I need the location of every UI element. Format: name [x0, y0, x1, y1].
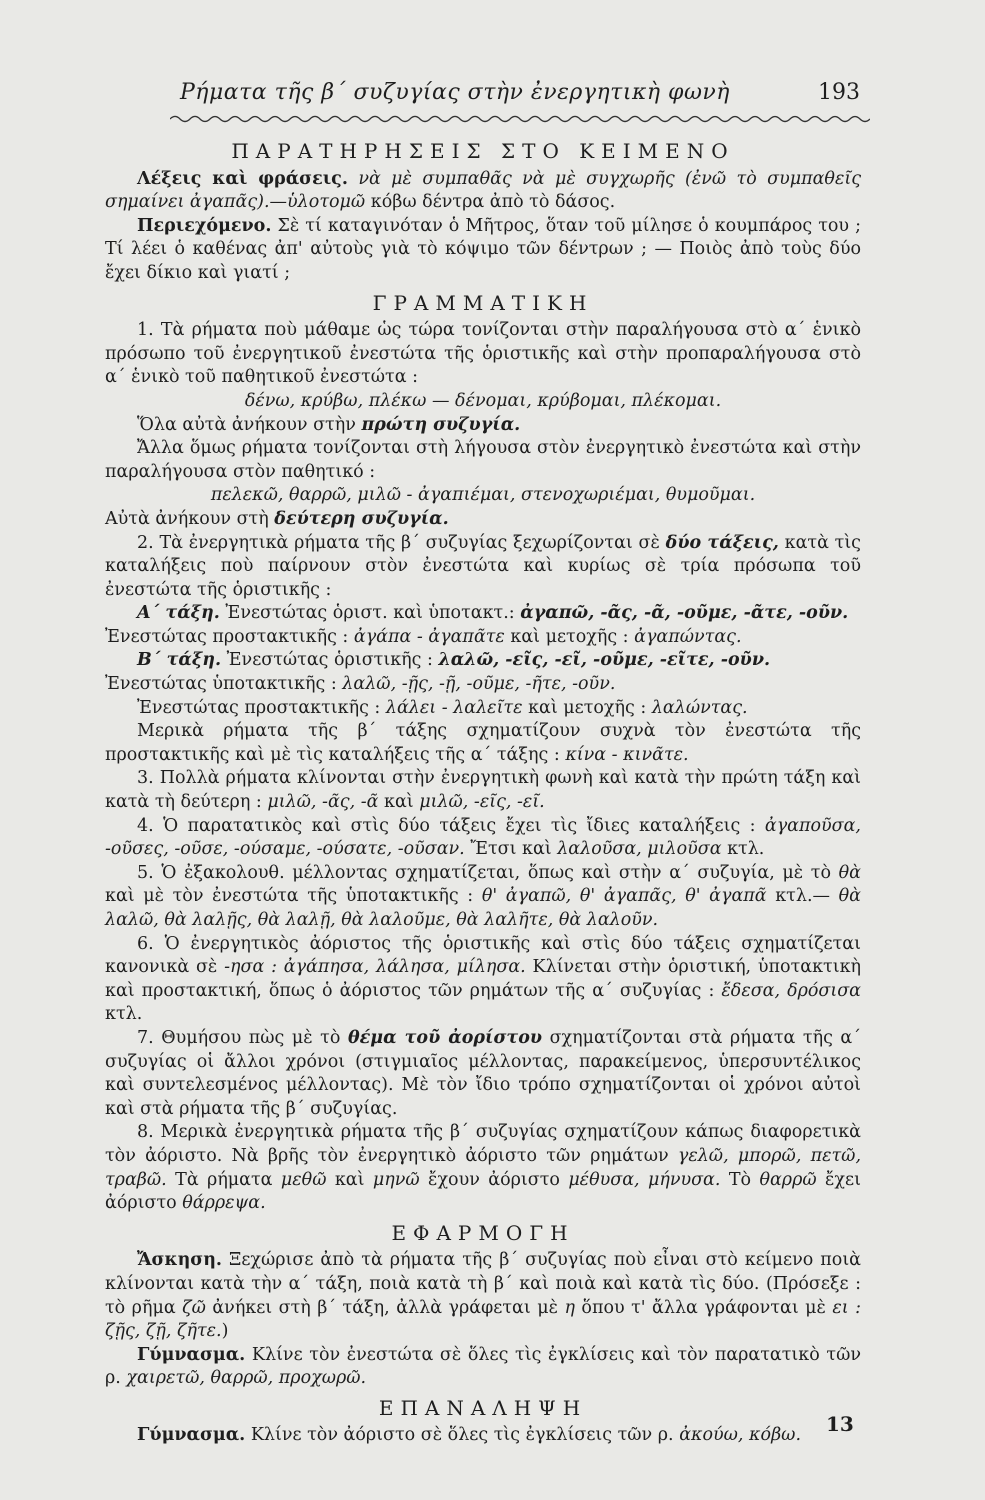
class-a-imperative: Ἐνεστώτας προστακτικῆς : ἀγάπα - ἀγαπᾶτε καὶ μετοχῆς : ἀγαπώντας. [105, 626, 742, 647]
grammar-rule-1: 1. Τὰ ρήματα ποὺ μάθαμε ὡς τώρα τονίζονται στὴν παραλήγουσα στὸ α΄ ἑνικὸ πρόσωπο τοῦ ἐνεργητικοῦ ἐνεστώτα τῆς ὁριστικῆς καὶ στὴν προπαραλήγουσα στὸ α΄ ἑνικὸ τοῦ παθητικοῦ ἐνεστώτα : [105, 320, 861, 388]
example-verbs-2: πελεκῶ, θαρρῶ, μιλῶ - ἀγαπιέμαι, στενοχωριέμαι, θυμοῦμαι. [210, 485, 756, 506]
paragraph-content: Περιεχόμενο. Σὲ τί καταγινόταν ὁ Μῆτρος, ὅταν τοῦ μίλησε ὁ κουμπάρος του ; Τί λέει ὁ καθένας ἀπ' αὐτοὺς γιὰ τὸ κόψιμο τῶν δέντρων ; — Ποιὸς ἀπὸ τοὺς δύο ἔχει δίκιο καὶ γιατί ; [105, 215, 861, 283]
running-header-title: Ρήματα τῆς β΄ συζυγίας στὴν ἐνεργητικὴ φωνὴ [180, 80, 730, 105]
heading-application: ΕΦΑΡΜΟΓΗ [391, 1220, 575, 1245]
heading-observations: ΠΑΡΑΤΗΡΗΣΕΙΣ ΣΤΟ ΚΕΙΜΕΝΟ [231, 139, 735, 163]
grammar-rule-5: 5. Ὁ ἐξακολουθ. μέλλοντας σχηματίζεται, ὅπως καὶ στὴν α΄ συζυγία, μὲ τὸ θὰ καὶ μὲ τὸν ἐνεστώτα τῆς ὑποτακτικῆς : θ' ἀγαπῶ, θ' ἀγαπᾶς, θ' ἀγαπᾶ κτλ.— θὰ λαλῶ, θὰ λαλῇς, θὰ λαλῇ, θὰ λαλοῦμε, θὰ λαλῆτε, θὰ λαλοῦν. [105, 862, 861, 930]
paragraph-words-phrases: Λέξεις καὶ φράσεις. νὰ μὲ συμπαθᾶς νὰ μὲ συγχωρῆς (ἐνῶ τὸ συμπαθεῖς σημαίνει ἀγαπᾶς).—ὑλοτομῶ κόβω δέντρα ἀπὸ τὸ δάσος. [105, 168, 862, 213]
label-exercise: Ἄσκηση. [137, 1250, 223, 1271]
label-drill-2: Γύμνασμα. [137, 1425, 246, 1446]
grammar-rule-3: 3. Πολλὰ ρήματα κλίνονται στὴν ἐνεργητικὴ φωνὴ καὶ κατὰ τὴν πρώτη τάξη καὶ κατὰ τὴ δεύτερη : μιλῶ, -ᾶς, -ᾶ καὶ μιλῶ, -εῖς, -εῖ. [105, 768, 861, 813]
wavy-rule-line [170, 117, 870, 122]
drill-paragraph-2: Γύμνασμα. Κλίνε τὸν ἀόριστο σὲ ὅλες τὶς ἐγκλίσεις τῶν ρ. ἀκούω, κόβω. [137, 1425, 802, 1446]
label-words-phrases: Λέξεις καὶ φράσεις. [137, 168, 348, 189]
grammar-rule-8: 8. Μερικὰ ἐνεργητικὰ ρήματα τῆς β΄ συζυγίας σχηματίζουν κάπως διαφορετικὰ τὸν ἀόριστο. Νὰ βρῆς τὸν ἐνεργητικὸ ἀόριστο τῶν ρημάτων γελῶ, μπορῶ, πετῶ, τραβῶ. Τὰ ρήματα μεθῶ καὶ μηνῶ ἔχουν ἀόριστο μέθυσα, μήνυσα. Τὸ θαρρῶ ἔχει ἀόριστο θάρρεψα. [105, 1122, 862, 1214]
example-verbs-1: δένω, κρύβω, πλέκω — δένομαι, κρύβομαι, πλέκομαι. [244, 390, 722, 411]
wavy-rule [170, 112, 870, 126]
signature-mark: 13 [826, 1412, 854, 1436]
class-b-subjunctive: Ἐνεστώτας ὑποτακτικῆς : λαλῶ, -ῇς, -ῇ, -οῦμε, -ῆτε, -οῦν. [105, 674, 616, 695]
grammar-rule-2: 2. Τὰ ἐνεργητικὰ ρήματα τῆς β΄ συζυγίας ξεχωρίζονται σὲ δύο τάξεις, κατὰ τὶς καταλήξεις ποὺ παίρνουν στὸν ἐνεστώτα καὶ κυρίως σὲ τρία πρόσωπα τοῦ ἐνεστώτα τῆς ὁριστικῆς : [105, 532, 861, 600]
class-b-indicative: Β΄ τάξη. Ἐνεστώτας ὁριστικῆς : λαλῶ, -εῖς, -εῖ, -οῦμε, -εῖτε, -οῦν. [137, 650, 771, 671]
heading-grammar: ΓΡΑΜΜΑΤΙΚΗ [372, 290, 594, 315]
label-drill-1: Γύμνασμα. [137, 1344, 246, 1365]
exercise-paragraph: Ἄσκηση. Ξεχώρισε ἀπὸ τὰ ρήματα τῆς β΄ συζυγίας ποὺ εἶναι στὸ κείμενο ποιὰ κλίνονται κατὰ τὴν α΄ τάξη, ποιὰ κατὰ τὴ β΄ καὶ ποιὰ καὶ κατὰ τὶς δύο. (Πρόσεξε : τὸ ρῆμα ζῶ ἀνήκει στὴ β΄ τάξη, ἀλλὰ γράφεται μὲ η ὅπου τ' ἄλλα γράφονται μὲ ει : ζῇς, ζῇ, ζῆτε.) [105, 1250, 862, 1342]
first-conjugation-note: Ὅλα αὐτὰ ἀνήκουν στὴν πρώτη συζυγία. [137, 414, 521, 435]
some-verbs-note: Μερικὰ ρήματα τῆς β΄ τάξης σχηματίζουν συχνὰ τὸν ἐνεστώτα τῆς προστακτικῆς καὶ μὲ τὶς καταλήξεις τῆς α΄ τάξης : κίνα - κινᾶτε. [105, 721, 861, 765]
grammar-rule-6: 6. Ὁ ἐνεργητικὸς ἀόριστος τῆς ὁριστικῆς καὶ στὶς δύο τάξεις σχηματίζεται κανονικὰ σὲ -ησα : ἀγάπησα, λάλησα, μίλησα. Κλίνεται στὴν ὁριστική, ὑποτακτικὴ καὶ προστακτική, ὅπως ὁ ἀόριστος τῶν ρημάτων τῆς α΄ συζυγίας : ἔδεσα, δρόσισα κτλ. [105, 933, 862, 1025]
page-number: 193 [818, 80, 860, 105]
class-a-indicative: Α΄ τάξη. Ἐνεστώτας ὁριστ. καὶ ὑποτακτ.: ἀγαπῶ, -ᾶς, -ᾶ, -οῦμε, -ᾶτε, -οῦν. [137, 603, 849, 624]
class-b-imperative: Ἐνεστώτας προστακτικῆς : λάλει - λαλεῖτε καὶ μετοχῆς : λαλώντας. [137, 697, 748, 718]
other-verbs-note: Ἄλλα ὅμως ρήματα τονίζονται στὴ λήγουσα στὸν ἐνεργητικὸ ἐνεστώτα καὶ στὴν παραλήγουσα στὸν παθητικό : [105, 438, 861, 482]
grammar-rule-4: 4. Ὁ παρατατικὸς καὶ στὶς δύο τάξεις ἔχει τὶς ἴδιες καταλήξεις : ἀγαποῦσα, -οῦσες, -οῦσε, -ούσαμε, -ούσατε, -οῦσαν. Ἔτσι καὶ λαλοῦσα, μιλοῦσα κτλ. [105, 815, 861, 860]
label-content: Περιεχόμενο. [137, 215, 272, 236]
grammar-rule-7: 7. Θυμήσου πὼς μὲ τὸ θέμα τοῦ ἀορίστου σχηματίζονται στὰ ρήματα τῆς α΄ συζυγίας οἱ ἄλλοι χρόνοι (στιγμιαῖος μέλλοντας, παρακείμενος, ὑπερσυντέλικος καὶ συντελεσμένος μέλλοντας). Μὲ τὸν ἴδιο τρόπο σχηματίζονται οἱ χρόνοι αὐτοὶ καὶ στὰ ρήματα τῆς β΄ συζυγίας. [105, 1027, 861, 1119]
page-body [105, 140, 861, 1448]
heading-review: ΕΠΑΝΑΛΗΨΗ [378, 1395, 588, 1420]
drill-paragraph-1: Γύμνασμα. Κλίνε τὸν ἐνεστώτα σὲ ὅλες τὶς ἐγκλίσεις καὶ τὸν παρατατικὸ τῶν ρ. χαιρετῶ, θαρρῶ, προχωρῶ. [105, 1344, 861, 1389]
second-conjugation-note: Αὐτὰ ἀνήκουν στὴ δεύτερη συζυγία. [105, 508, 449, 529]
